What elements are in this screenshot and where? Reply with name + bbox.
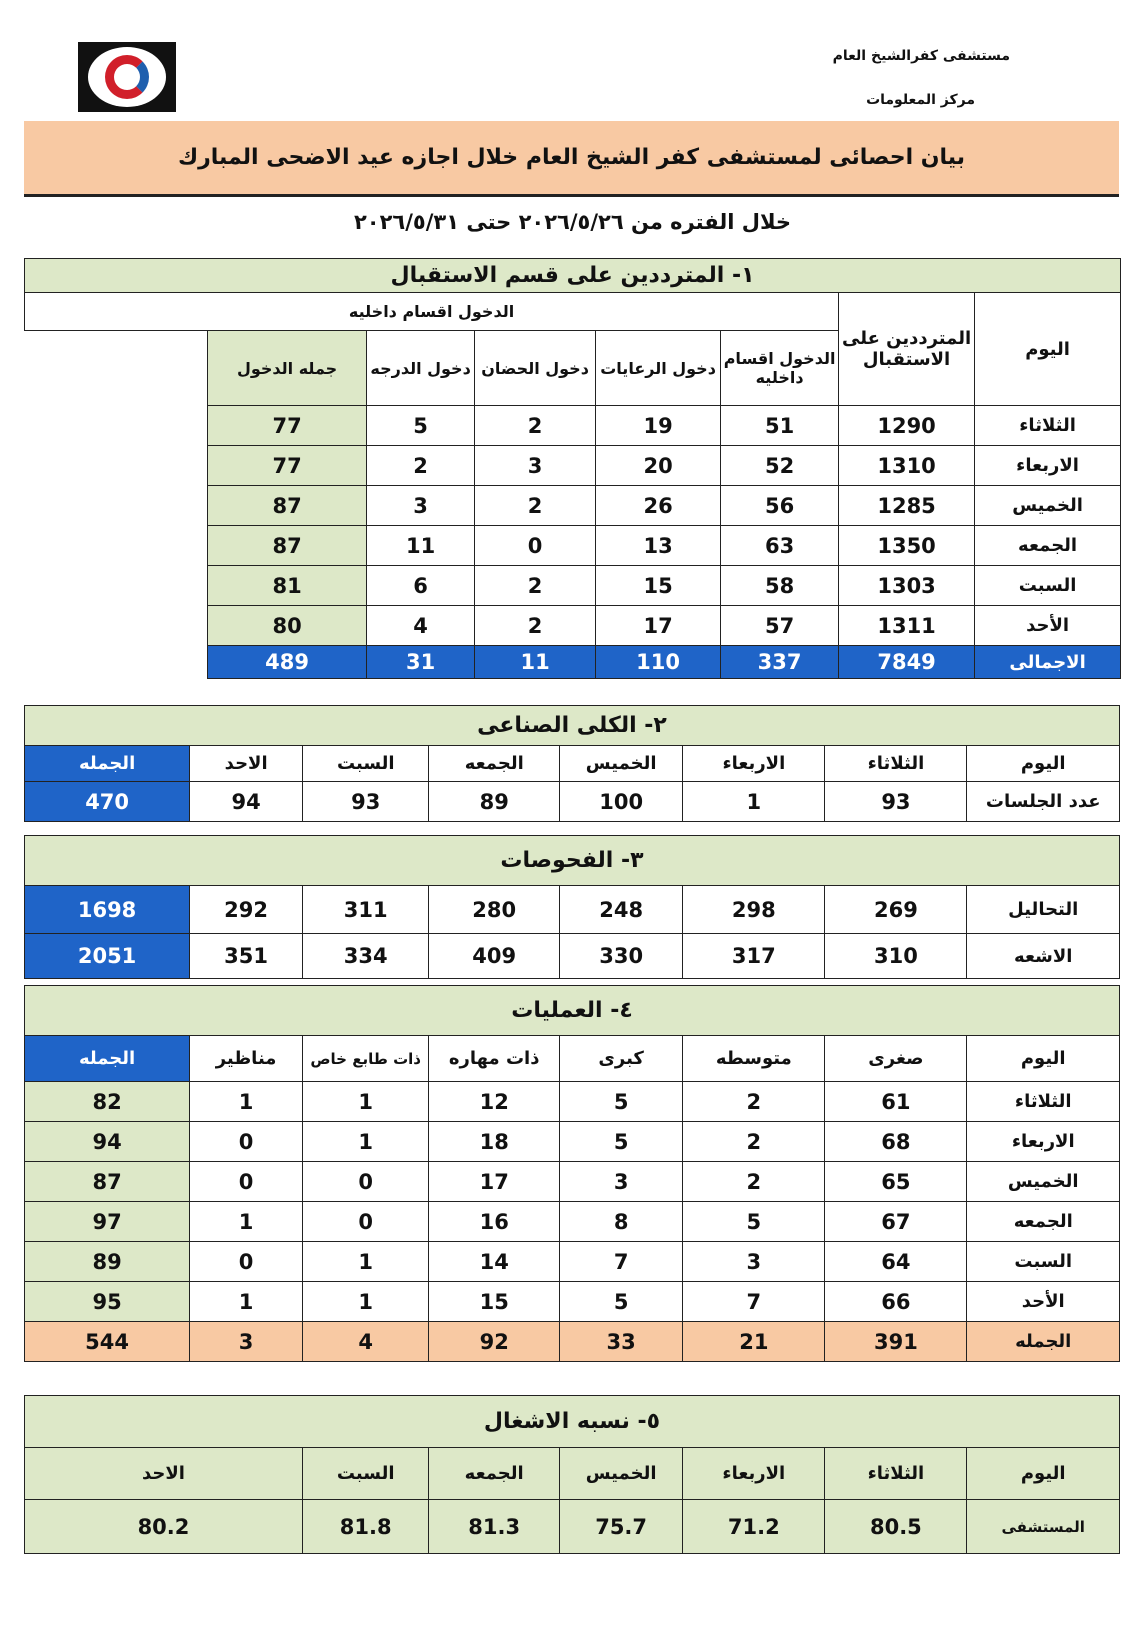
col-header: اليوم	[967, 1036, 1120, 1082]
value-cell: 4	[367, 606, 475, 646]
report-period: خلال الفتره من ٢٠٢٦/٥/٢٦ حتى ٢٠٢٦/٥/٣١	[353, 210, 792, 234]
total-row	[25, 1322, 1120, 1362]
col-header: الاربعاء	[683, 746, 825, 782]
total-label: الجمله	[967, 1322, 1120, 1362]
total-value: 337	[721, 646, 839, 679]
row-label: المستشفى	[967, 1500, 1120, 1554]
day-cell: الجمعه	[967, 1202, 1120, 1242]
value-cell: 52	[721, 446, 839, 486]
value-cell: 1285	[839, 486, 975, 526]
operations-table	[24, 985, 1120, 1362]
value-cell: 0	[190, 1122, 303, 1162]
col-header: الاحد	[190, 746, 303, 782]
col-header: الثلاثاء	[825, 746, 967, 782]
total-value: 4	[302, 1322, 428, 1362]
total-value: 391	[825, 1322, 967, 1362]
col-header-day: اليوم	[975, 293, 1121, 406]
value-cell: 11	[367, 526, 475, 566]
total-cell: 2051	[25, 934, 190, 979]
table-row	[25, 782, 1120, 822]
day-cell: الجمعه	[975, 526, 1121, 566]
col-header: صغرى	[825, 1036, 967, 1082]
day-cell: السبت	[967, 1242, 1120, 1282]
table-row	[25, 1162, 1120, 1202]
value-cell: 0	[475, 526, 596, 566]
table-row	[25, 606, 1121, 646]
value-cell: 5	[367, 406, 475, 446]
value-cell: 0	[302, 1162, 428, 1202]
section-title-operations: ٤- العمليات	[25, 986, 1120, 1036]
row-label: الاشعه	[967, 934, 1120, 979]
value-cell: 71.2	[683, 1500, 825, 1554]
total-cell: 82	[25, 1082, 190, 1122]
dialysis-table	[24, 705, 1120, 822]
value-cell: 15	[429, 1282, 560, 1322]
value-cell: 1	[190, 1202, 303, 1242]
total-cell: 87	[25, 1162, 190, 1202]
total-cell: 87	[208, 486, 367, 526]
value-cell: 94	[190, 782, 303, 822]
day-cell: الأحد	[967, 1282, 1120, 1322]
value-cell: 2	[683, 1082, 825, 1122]
day-cell: الثلاثاء	[975, 406, 1121, 446]
value-cell: 317	[683, 934, 825, 979]
col-header: الجمعه	[429, 746, 560, 782]
value-cell: 280	[429, 886, 560, 934]
value-cell: 65	[825, 1162, 967, 1202]
value-cell: 1	[302, 1242, 428, 1282]
value-cell: 409	[429, 934, 560, 979]
value-cell: 17	[596, 606, 721, 646]
table-row	[25, 1202, 1120, 1242]
total-cell: 97	[25, 1202, 190, 1242]
table-row	[25, 406, 1121, 446]
col-header-incubator: دخول الحضان	[475, 331, 596, 406]
value-cell: 17	[429, 1162, 560, 1202]
value-cell: 93	[825, 782, 967, 822]
col-header: الخميس	[560, 746, 683, 782]
total-cell: 470	[25, 782, 190, 822]
value-cell: 16	[429, 1202, 560, 1242]
col-header-total-admission: جمله الدخول	[208, 331, 367, 406]
value-cell: 351	[190, 934, 303, 979]
value-cell: 61	[825, 1082, 967, 1122]
value-cell: 80.2	[25, 1500, 303, 1554]
col-header: الخميس	[559, 1448, 682, 1500]
value-cell: 5	[683, 1202, 825, 1242]
value-cell: 14	[429, 1242, 560, 1282]
col-header: كبرى	[560, 1036, 683, 1082]
col-header-total: الجمله	[25, 746, 190, 782]
col-header: الجمعه	[429, 1448, 560, 1500]
value-cell: 1311	[839, 606, 975, 646]
value-cell: 81.3	[429, 1500, 560, 1554]
value-cell: 2	[683, 1162, 825, 1202]
report-title: بيان احصائى لمستشفى كفر الشيخ العام خلال اجازه عيد الاضحى المبارك	[24, 121, 1119, 197]
total-cell: 81	[208, 566, 367, 606]
col-header-total: الجمله	[25, 1036, 190, 1082]
value-cell: 8	[560, 1202, 683, 1242]
value-cell: 1	[190, 1082, 303, 1122]
value-cell: 64	[825, 1242, 967, 1282]
value-cell: 100	[560, 782, 683, 822]
value-cell: 330	[560, 934, 683, 979]
col-header-internal: الدخول اقسام داخليه	[721, 331, 839, 406]
total-value: 92	[429, 1322, 560, 1362]
value-cell: 58	[721, 566, 839, 606]
day-cell: الخميس	[967, 1162, 1120, 1202]
table-row	[25, 526, 1121, 566]
day-cell: الاربعاء	[967, 1122, 1120, 1162]
total-value: 110	[596, 646, 721, 679]
value-cell: 2	[683, 1122, 825, 1162]
total-cell: 77	[208, 446, 367, 486]
value-cell: 298	[683, 886, 825, 934]
value-cell: 334	[302, 934, 428, 979]
total-cell: 80	[208, 606, 367, 646]
value-cell: 67	[825, 1202, 967, 1242]
value-cell: 57	[721, 606, 839, 646]
value-cell: 5	[560, 1082, 683, 1122]
value-cell: 3	[367, 486, 475, 526]
value-cell: 5	[560, 1122, 683, 1162]
value-cell: 1	[302, 1082, 428, 1122]
value-cell: 1	[190, 1282, 303, 1322]
value-cell: 15	[596, 566, 721, 606]
row-label: عدد الجلسات	[967, 782, 1120, 822]
col-header: ذات طابع خاص	[302, 1036, 428, 1082]
value-cell: 269	[825, 886, 967, 934]
value-cell: 7	[683, 1282, 825, 1322]
total-cell: 94	[25, 1122, 190, 1162]
col-group-internal-admission: الدخول اقسام داخليه	[25, 293, 839, 331]
col-header: الاحد	[25, 1448, 303, 1500]
value-cell: 1	[683, 782, 825, 822]
col-header: متوسطه	[683, 1036, 825, 1082]
value-cell: 12	[429, 1082, 560, 1122]
value-cell: 1	[302, 1122, 428, 1162]
col-header: الثلاثاء	[825, 1448, 967, 1500]
table-row	[25, 446, 1121, 486]
total-value: 33	[560, 1322, 683, 1362]
value-cell: 75.7	[559, 1500, 682, 1554]
value-cell: 80.5	[825, 1500, 967, 1554]
section-title-occupancy: ٥- نسبه الاشغال	[25, 1396, 1120, 1448]
value-cell: 2	[475, 566, 596, 606]
section-title-reception: ١- المترددين على قسم الاستقبال	[25, 259, 1121, 293]
value-cell: 311	[302, 886, 428, 934]
value-cell: 1310	[839, 446, 975, 486]
total-value: 21	[683, 1322, 825, 1362]
value-cell: 3	[475, 446, 596, 486]
row-label: التحاليل	[967, 886, 1120, 934]
table-row	[25, 486, 1121, 526]
day-cell: الخميس	[975, 486, 1121, 526]
section-title-dialysis: ٢- الكلى الصناعى	[25, 706, 1120, 746]
section-title-tests: ٣- الفحوصات	[25, 836, 1120, 886]
col-header-care: دخول الرعايات	[596, 331, 721, 406]
value-cell: 1350	[839, 526, 975, 566]
value-cell: 5	[560, 1282, 683, 1322]
value-cell: 51	[721, 406, 839, 446]
table-row	[25, 934, 1120, 979]
day-cell: السبت	[975, 566, 1121, 606]
value-cell: 0	[302, 1202, 428, 1242]
table-row	[25, 1500, 1120, 1554]
col-header: ذات مهاره	[429, 1036, 560, 1082]
day-cell: الاربعاء	[975, 446, 1121, 486]
value-cell: 248	[560, 886, 683, 934]
value-cell: 2	[475, 486, 596, 526]
total-cell: 1698	[25, 886, 190, 934]
value-cell: 0	[190, 1242, 303, 1282]
total-row	[25, 646, 1121, 679]
col-header: اليوم	[967, 1448, 1120, 1500]
total-value: 7849	[839, 646, 975, 679]
value-cell: 2	[475, 606, 596, 646]
value-cell: 63	[721, 526, 839, 566]
table-row	[25, 1282, 1120, 1322]
logo-emblem-icon	[88, 47, 166, 107]
total-cell: 87	[208, 526, 367, 566]
value-cell: 26	[596, 486, 721, 526]
value-cell: 68	[825, 1122, 967, 1162]
day-cell: الأحد	[975, 606, 1121, 646]
total-value: 11	[475, 646, 596, 679]
reception-table	[24, 258, 1121, 679]
value-cell: 2	[367, 446, 475, 486]
value-cell: 3	[560, 1162, 683, 1202]
table-row	[25, 886, 1120, 934]
col-header: اليوم	[967, 746, 1120, 782]
col-header: الاربعاء	[683, 1448, 825, 1500]
value-cell: 6	[367, 566, 475, 606]
value-cell: 1	[302, 1282, 428, 1322]
col-header-degree: دخول الدرجه	[367, 331, 475, 406]
total-cell: 89	[25, 1242, 190, 1282]
value-cell: 3	[683, 1242, 825, 1282]
table-row	[25, 1242, 1120, 1282]
value-cell: 18	[429, 1122, 560, 1162]
value-cell: 310	[825, 934, 967, 979]
total-value: 489	[208, 646, 367, 679]
tests-table	[24, 835, 1120, 979]
value-cell: 20	[596, 446, 721, 486]
value-cell: 292	[190, 886, 303, 934]
department-name: مركز المعلومات	[866, 92, 975, 108]
value-cell: 66	[825, 1282, 967, 1322]
hospital-logo	[78, 42, 176, 112]
table-row	[25, 1122, 1120, 1162]
total-value: 31	[367, 646, 475, 679]
value-cell: 19	[596, 406, 721, 446]
col-header-reception: المترددين على الاستقبال	[839, 293, 975, 406]
value-cell: 7	[560, 1242, 683, 1282]
day-cell: الثلاثاء	[967, 1082, 1120, 1122]
value-cell: 81.8	[302, 1500, 428, 1554]
value-cell: 1303	[839, 566, 975, 606]
total-value: 544	[25, 1322, 190, 1362]
value-cell: 0	[190, 1162, 303, 1202]
total-cell: 95	[25, 1282, 190, 1322]
total-label: الاجمالى	[975, 646, 1121, 679]
value-cell: 93	[303, 782, 429, 822]
occupancy-table	[24, 1395, 1120, 1554]
value-cell: 56	[721, 486, 839, 526]
total-cell: 77	[208, 406, 367, 446]
total-value: 3	[190, 1322, 303, 1362]
table-row	[25, 1082, 1120, 1122]
col-header: السبت	[303, 746, 429, 782]
hospital-name: مستشفى كفرالشيخ العام	[832, 48, 1010, 64]
col-header: مناظير	[190, 1036, 303, 1082]
col-header: السبت	[302, 1448, 428, 1500]
value-cell: 2	[475, 406, 596, 446]
value-cell: 1290	[839, 406, 975, 446]
value-cell: 13	[596, 526, 721, 566]
value-cell: 89	[429, 782, 560, 822]
table-row	[25, 566, 1121, 606]
